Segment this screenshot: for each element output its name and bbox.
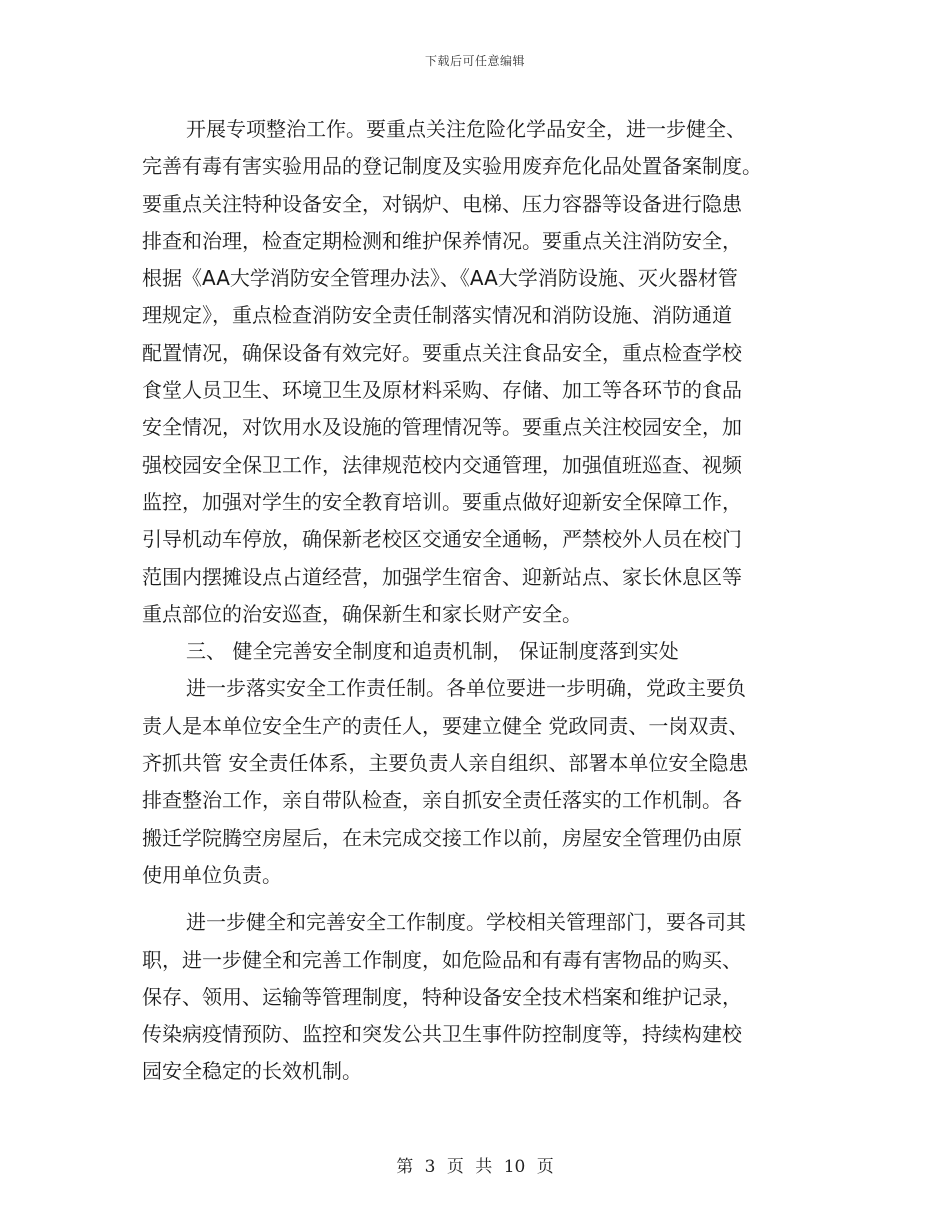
- paragraph-line: 重点部位的治安巡查，确保新生和家长财产安全。: [142, 601, 582, 626]
- paragraph-line: 食堂人员卫生、环境卫生及原材料采购、存储、加工等各环节的食品: [142, 378, 742, 403]
- document-body: [142, 111, 812, 1091]
- header-note: 下载后可任意编辑: [424, 54, 525, 68]
- paragraph-line: 监控，加强对学生的安全教育培训。要重点做好迎新安全保障工作，: [142, 489, 742, 514]
- paragraph-line: 要重点关注特种设备安全，对锅炉、电梯、压力容器等设备进行隐患: [142, 191, 742, 216]
- paragraph-line: 传染病疫情预防、监控和突发公共卫生事件防控制度等，持续构建校: [142, 1022, 742, 1047]
- paragraph-line: 园安全稳定的长效机制。: [142, 1059, 362, 1084]
- paragraph-line: 安全情况，对饮用水及设施的管理情况等。要重点关注校园安全，加: [142, 415, 742, 440]
- paragraph-line: 开展专项整治工作。要重点关注危险化学品安全，进一步健全、: [186, 117, 746, 141]
- paragraph-line: 职，进一步健全和完善工作制度，如危险品和有毒有害物品的购买、: [142, 947, 742, 972]
- paragraph-line: 理规定》，重点检查消防安全责任制落实情况和消防设施、消防通道: [142, 303, 732, 328]
- paragraph-line: 搬迁学院腾空房屋后，在未完成交接工作以前，房屋安全管理仍由原: [142, 825, 742, 850]
- page-number: 第 3 页 共 10 页: [396, 1157, 554, 1177]
- paragraph-line: 进一步健全和完善安全工作制度。学校相关管理部门，要各司其: [186, 910, 746, 935]
- paragraph-line: 责人是本单位安全生产的责任人，要建立健全 党政同责、一岗双责、: [142, 713, 749, 738]
- paragraph-line: 排查和治理，检查定期检测和维护保养情况。要重点关注消防安全，: [142, 228, 742, 253]
- paragraph-line: 完善有毒有害实验用品的登记制度及实验用废弃危化品处置备案制度。: [142, 154, 762, 179]
- paragraph-line: 保存、领用、运输等管理制度，特种设备安全技术档案和维护记录，: [142, 984, 742, 1009]
- paragraph-line: 范围内摆摊设点占道经营，加强学生宿舍、迎新站点、家长休息区等: [142, 564, 742, 589]
- section-heading: 三、 健全完善安全制度和追责机制， 保证制度落到实处: [186, 639, 679, 664]
- paragraph-line: 进一步落实安全工作责任制。各单位要进一步明确，党政主要负: [186, 676, 746, 701]
- paragraph-line: 齐抓共管 安全责任体系，主要负责人亲自组织、部署本单位安全隐患: [142, 751, 749, 776]
- paragraph-line: 强校园安全保卫工作，法律规范校内交通管理，加强值班巡查、视频: [142, 452, 742, 477]
- paragraph-line: 使用单位负责。: [142, 862, 282, 887]
- paragraph-line: 配置情况，确保设备有效完好。要重点关注食品安全，重点检查学校: [142, 340, 742, 365]
- paragraph-line: 引导机动车停放，确保新老校区交通安全通畅，严禁校外人员在校门: [142, 527, 742, 552]
- paragraph-line: 根据《AA大学消防安全管理办法》、《AA大学消防设施、灭火器材管: [142, 266, 738, 291]
- paragraph-line: 排查整治工作，亲自带队检查，亲自抓安全责任落实的工作机制。各: [142, 788, 742, 813]
